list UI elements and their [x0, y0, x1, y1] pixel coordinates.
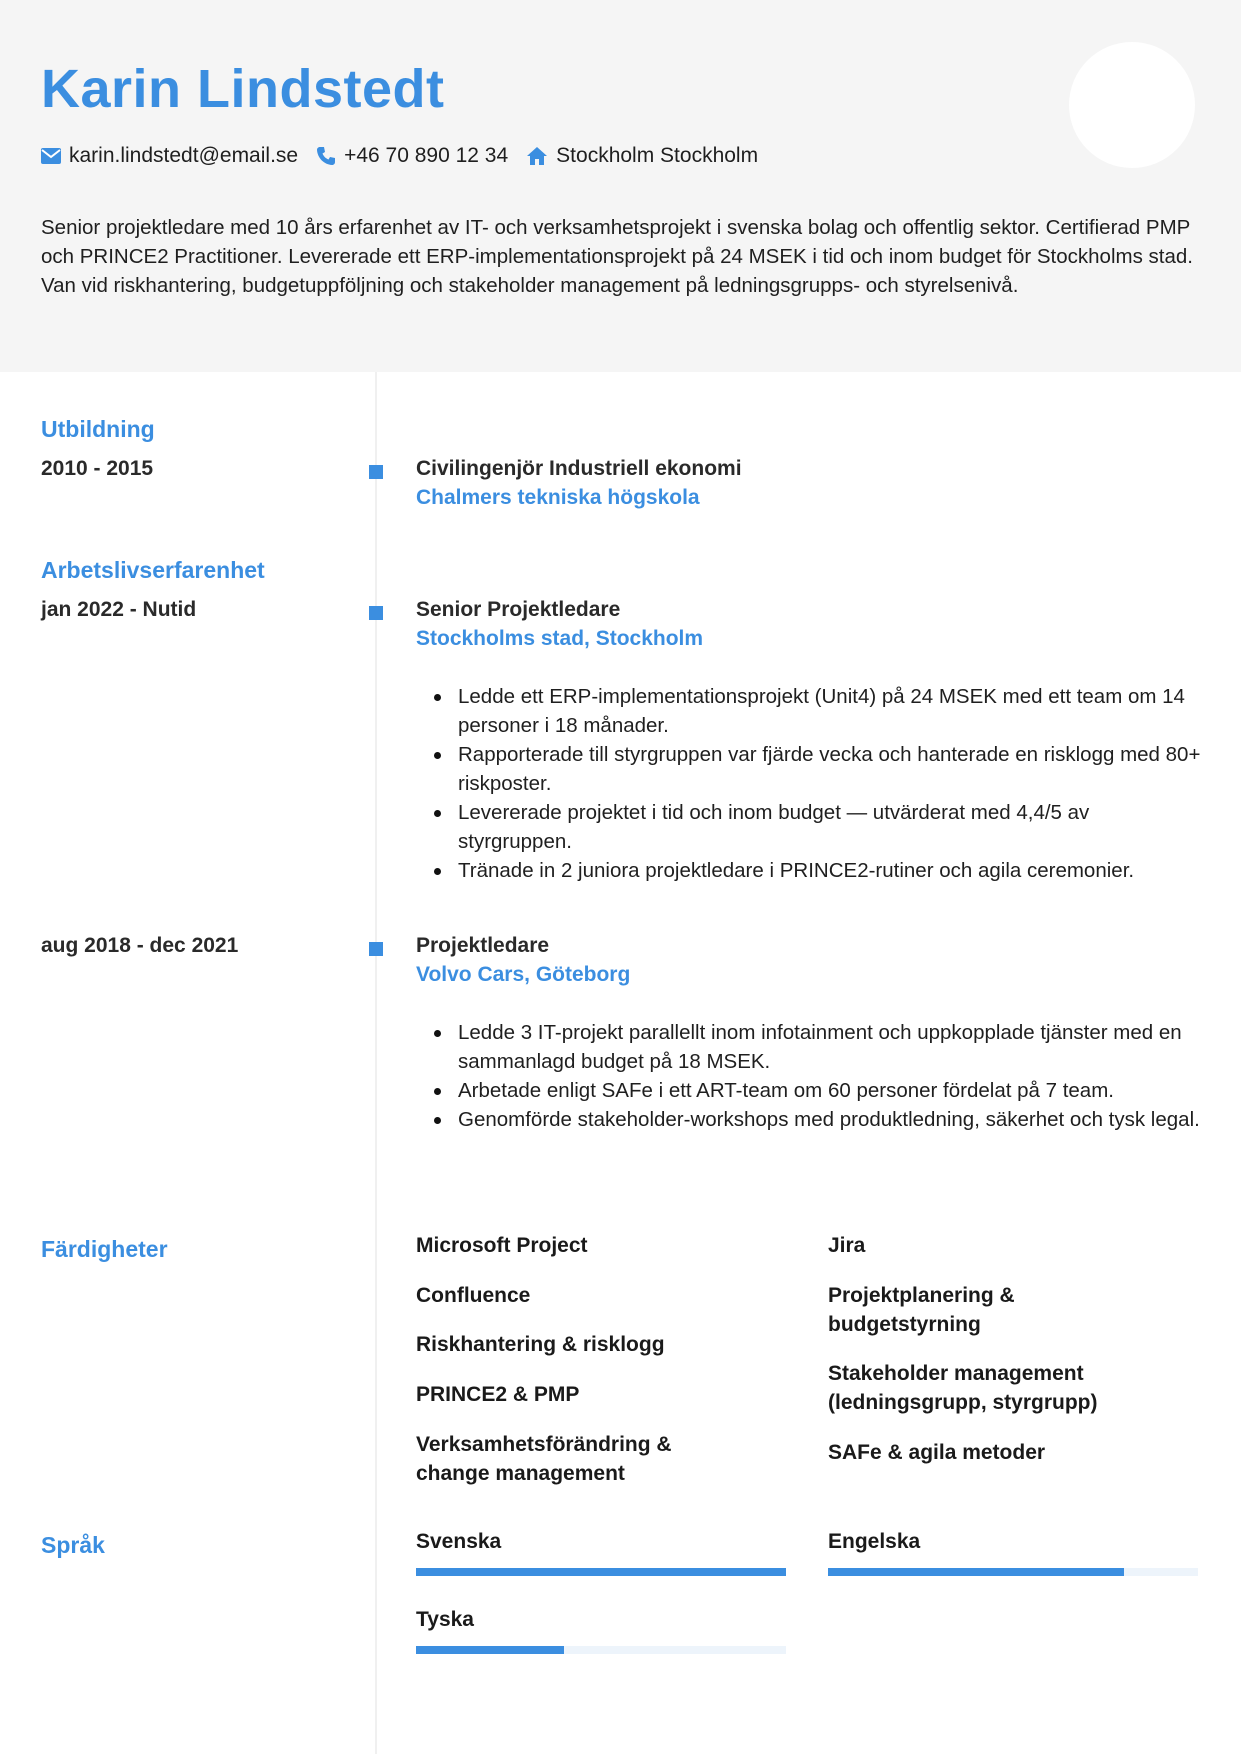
- job-bullet-list: [416, 1018, 1201, 1134]
- list-item: Levererade projektet i tid och inom budget — utvärderat med 4,4/5 av styrgruppen.: [416, 798, 1201, 856]
- skill-item: Jira: [828, 1234, 866, 1257]
- timeline-marker: [369, 606, 383, 620]
- job-dates: aug 2018 - dec 2021: [41, 934, 239, 957]
- skill-item: PRINCE2 & PMP: [416, 1383, 580, 1406]
- section-title-skills: Färdigheter: [41, 1236, 168, 1262]
- profile-summary: Senior projektledare med 10 års erfarenhet av IT- och verksamhetsprojekt i svenska bolag och offentlig sektor. Certifierad PMP och PRINCE2 Practitioner. Levererade ett ERP-implementationsprojekt på 24 MSEK i tid och inom budget för Stockholms stad. Van vid riskhantering, budgetuppföljning och stakeholder management på ledningsgrupps- och styrelsenivå.: [41, 216, 1193, 297]
- job-bullet-list: [416, 682, 1201, 885]
- language-level-bar: [416, 1568, 786, 1576]
- language-level-fill: [416, 1568, 786, 1576]
- phone-text[interactable]: +46 70 890 12 34: [344, 144, 509, 167]
- skill-item: Riskhantering & risklogg: [416, 1333, 665, 1356]
- language-level-bar: [416, 1646, 786, 1654]
- skill-item: SAFe & agila metoder: [828, 1441, 1046, 1464]
- skill-item: Confluence: [416, 1284, 531, 1307]
- skill-item: Projektplanering & budgetstyrning: [828, 1284, 1015, 1336]
- location-text: Stockholm Stockholm: [556, 144, 759, 167]
- list-item: Arbetade enligt SAFe i ett ART-team om 60 personer fördelat på 7 team.: [416, 1076, 1201, 1105]
- timeline-divider: [375, 372, 377, 1754]
- list-item: Ledde ett ERP-implementationsprojekt (Unit4) på 24 MSEK med ett team om 14 personer i 18 månader.: [416, 682, 1201, 740]
- contact-location: [526, 144, 758, 168]
- job-dates: jan 2022 - Nutid: [41, 598, 197, 621]
- language-name: Engelska: [828, 1530, 921, 1553]
- job-role: Senior Projektledare: [416, 598, 621, 621]
- education-school: Chalmers tekniska högskola: [416, 486, 700, 509]
- contact-row: [41, 144, 776, 168]
- candidate-name: Karin Lindstedt: [41, 59, 445, 119]
- list-item: Genomförde stakeholder-workshops med produktledning, säkerhet och tysk legal.: [416, 1105, 1201, 1134]
- header: [0, 0, 1241, 372]
- language-name: Tyska: [416, 1608, 474, 1631]
- section-title-experience: Arbetslivserfarenhet: [41, 557, 265, 583]
- job-organization: Stockholms stad, Stockholm: [416, 627, 704, 650]
- timeline-marker: [369, 465, 383, 479]
- job-organization: Volvo Cars, Göteborg: [416, 963, 631, 986]
- language-level-bar: [828, 1568, 1198, 1576]
- section-title-education: Utbildning: [41, 416, 155, 442]
- language-level-fill: [416, 1646, 564, 1654]
- list-item: Tränade in 2 juniora projektledare i PRINCE2-rutiner och agila ceremonier.: [416, 856, 1201, 885]
- language-name: Svenska: [416, 1530, 502, 1553]
- education-dates: 2010 - 2015: [41, 457, 154, 480]
- skill-item: Verksamhetsförändring & change management: [416, 1433, 672, 1485]
- skill-item: Microsoft Project: [416, 1234, 588, 1257]
- contact-email: [41, 144, 298, 168]
- email-text[interactable]: karin.lindstedt@email.se: [69, 144, 299, 167]
- envelope-icon: [41, 148, 61, 164]
- education-degree: Civilingenjör Industriell ekonomi: [416, 457, 742, 480]
- profile-photo-placeholder: [1069, 42, 1195, 168]
- contact-phone: [316, 144, 508, 168]
- list-item: Ledde 3 IT-projekt parallellt inom infotainment och uppkopplade tjänster med en sammanlagd budget på 18 MSEK.: [416, 1018, 1201, 1076]
- list-item: Rapporterade till styrgruppen var fjärde vecka och hanterade en risklogg med 80+ riskposter.: [416, 740, 1201, 798]
- language-level-fill: [828, 1568, 1124, 1576]
- skill-item: Stakeholder management (ledningsgrupp, styrgrupp): [828, 1362, 1098, 1414]
- phone-icon: [316, 146, 336, 166]
- home-icon: [526, 146, 548, 166]
- timeline-marker: [369, 942, 383, 956]
- section-title-languages: Språk: [41, 1532, 105, 1558]
- job-role: Projektledare: [416, 934, 550, 957]
